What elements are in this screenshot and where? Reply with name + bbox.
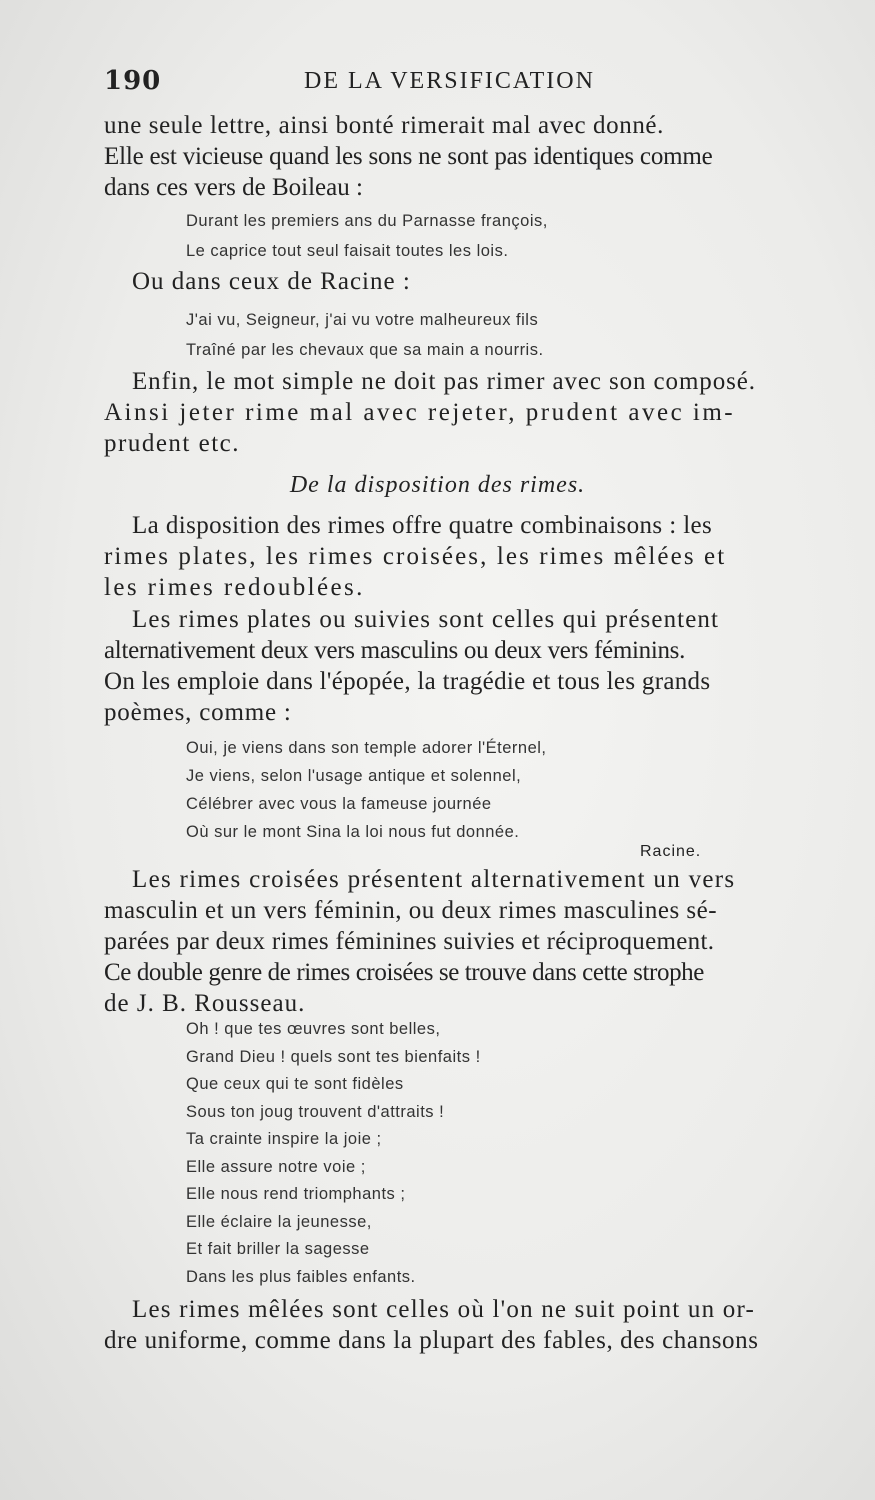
text-line: dans ces vers de Boileau : [104, 174, 363, 201]
text-line: Ou dans ceux de Racine : [132, 268, 411, 295]
text-line: alternativement deux vers masculins ou deux vers féminins. [104, 637, 686, 664]
text-line: prudent etc. [104, 430, 241, 457]
text-line: Les rimes croisées présentent alternativement un vers [132, 866, 736, 893]
verse-attribution: Racine. [640, 843, 702, 860]
verse-line: Elle nous rend triomphants ; [186, 1185, 406, 1203]
text-line: Elle est vicieuse quand les sons ne sont pas identiques comme [104, 143, 713, 170]
verse-line: Oui, je viens dans son temple adorer l'Éternel, [186, 739, 547, 757]
text-line: masculin et un vers féminin, ou deux rimes masculines sé- [104, 897, 718, 924]
verse-line: Oh ! que tes œuvres sont belles, [186, 1020, 441, 1038]
verse-racine-2 [186, 734, 547, 846]
verse-line: Où sur le mont Sina la loi nous fut donnée. [186, 823, 520, 841]
text-line: Ce double genre de rimes croisées se trouve dans cette strophe [104, 959, 704, 986]
text-line: Ainsi jeter rime mal avec rejeter, prudent avec im- [104, 399, 736, 426]
paragraph-disposition [104, 510, 816, 603]
verse-boileau [186, 206, 548, 266]
verse-line: Je viens, selon l'usage antique et solennel, [186, 767, 522, 785]
verse-line: Ta crainte inspire la joie ; [186, 1130, 382, 1148]
verse-line: Célébrer avec vous la fameuse journée [186, 795, 492, 813]
verse-racine-1 [186, 305, 544, 365]
paragraph-rimes-melees [104, 1294, 816, 1356]
verse-line: Durant les premiers ans du Parnasse françois, [186, 212, 548, 230]
verse-line: Sous ton joug trouvent d'attraits ! [186, 1102, 445, 1121]
verse-line: Que ceux qui te sont fidèles [186, 1075, 404, 1093]
verse-line: J'ai vu, Seigneur, j'ai vu votre malheureux fils [186, 311, 539, 329]
section-heading: De la disposition des rimes. [289, 472, 586, 498]
text-line: rimes plates, les rimes croisées, les rimes mêlées et [104, 543, 727, 570]
page-header [104, 66, 816, 100]
verse-line: Et fait briller la sagesse [186, 1240, 370, 1258]
paragraph-rhyme-quality [104, 110, 816, 203]
text-line: La disposition des rimes offre quatre combinaisons : les [132, 512, 713, 539]
running-head: DE LA VERSIFICATION [304, 68, 595, 94]
text-line: On les emploie dans l'épopée, la tragédie et tous les grands [104, 668, 711, 695]
verse-line: Le caprice tout seul faisait toutes les lois. [186, 242, 509, 260]
text-line: Les rimes mêlées sont celles où l'on ne suit point un or- [132, 1296, 755, 1323]
text-line: de J. B. Rousseau. [104, 990, 306, 1017]
text-line: Enfin, le mot simple ne doit pas rimer avec son composé. [132, 368, 756, 395]
verse-rousseau [186, 1016, 481, 1291]
verse-line: Elle éclaire la jeunesse, [186, 1212, 372, 1231]
paragraph-racine-intro [104, 266, 816, 297]
verse-line: Dans les plus faibles enfants. [186, 1267, 416, 1286]
verse-line: Grand Dieu ! quels sont tes bienfaits ! [186, 1047, 481, 1066]
text-line: poèmes, comme : [104, 699, 292, 726]
text-line: les rimes redoublées. [104, 574, 365, 601]
verse-line: Elle assure notre voie ; [186, 1157, 366, 1176]
paragraph-rimes-plates [104, 604, 816, 728]
text-line: parées par deux rimes féminines suivies et réciproquement. [104, 928, 715, 955]
verse-line: Traîné par les chevaux que sa main a nourris. [186, 341, 544, 359]
paragraph-rimes-croisees [104, 864, 816, 1019]
page-number: 190 [104, 66, 162, 96]
text-line: dre uniforme, comme dans la plupart des fables, des chansons [104, 1327, 759, 1354]
text-line: une seule lettre, ainsi bonté rimerait mal avec donné. [104, 112, 664, 139]
text-line: Les rimes plates ou suivies sont celles qui présentent [132, 606, 720, 633]
paragraph-compound-words [104, 366, 816, 459]
